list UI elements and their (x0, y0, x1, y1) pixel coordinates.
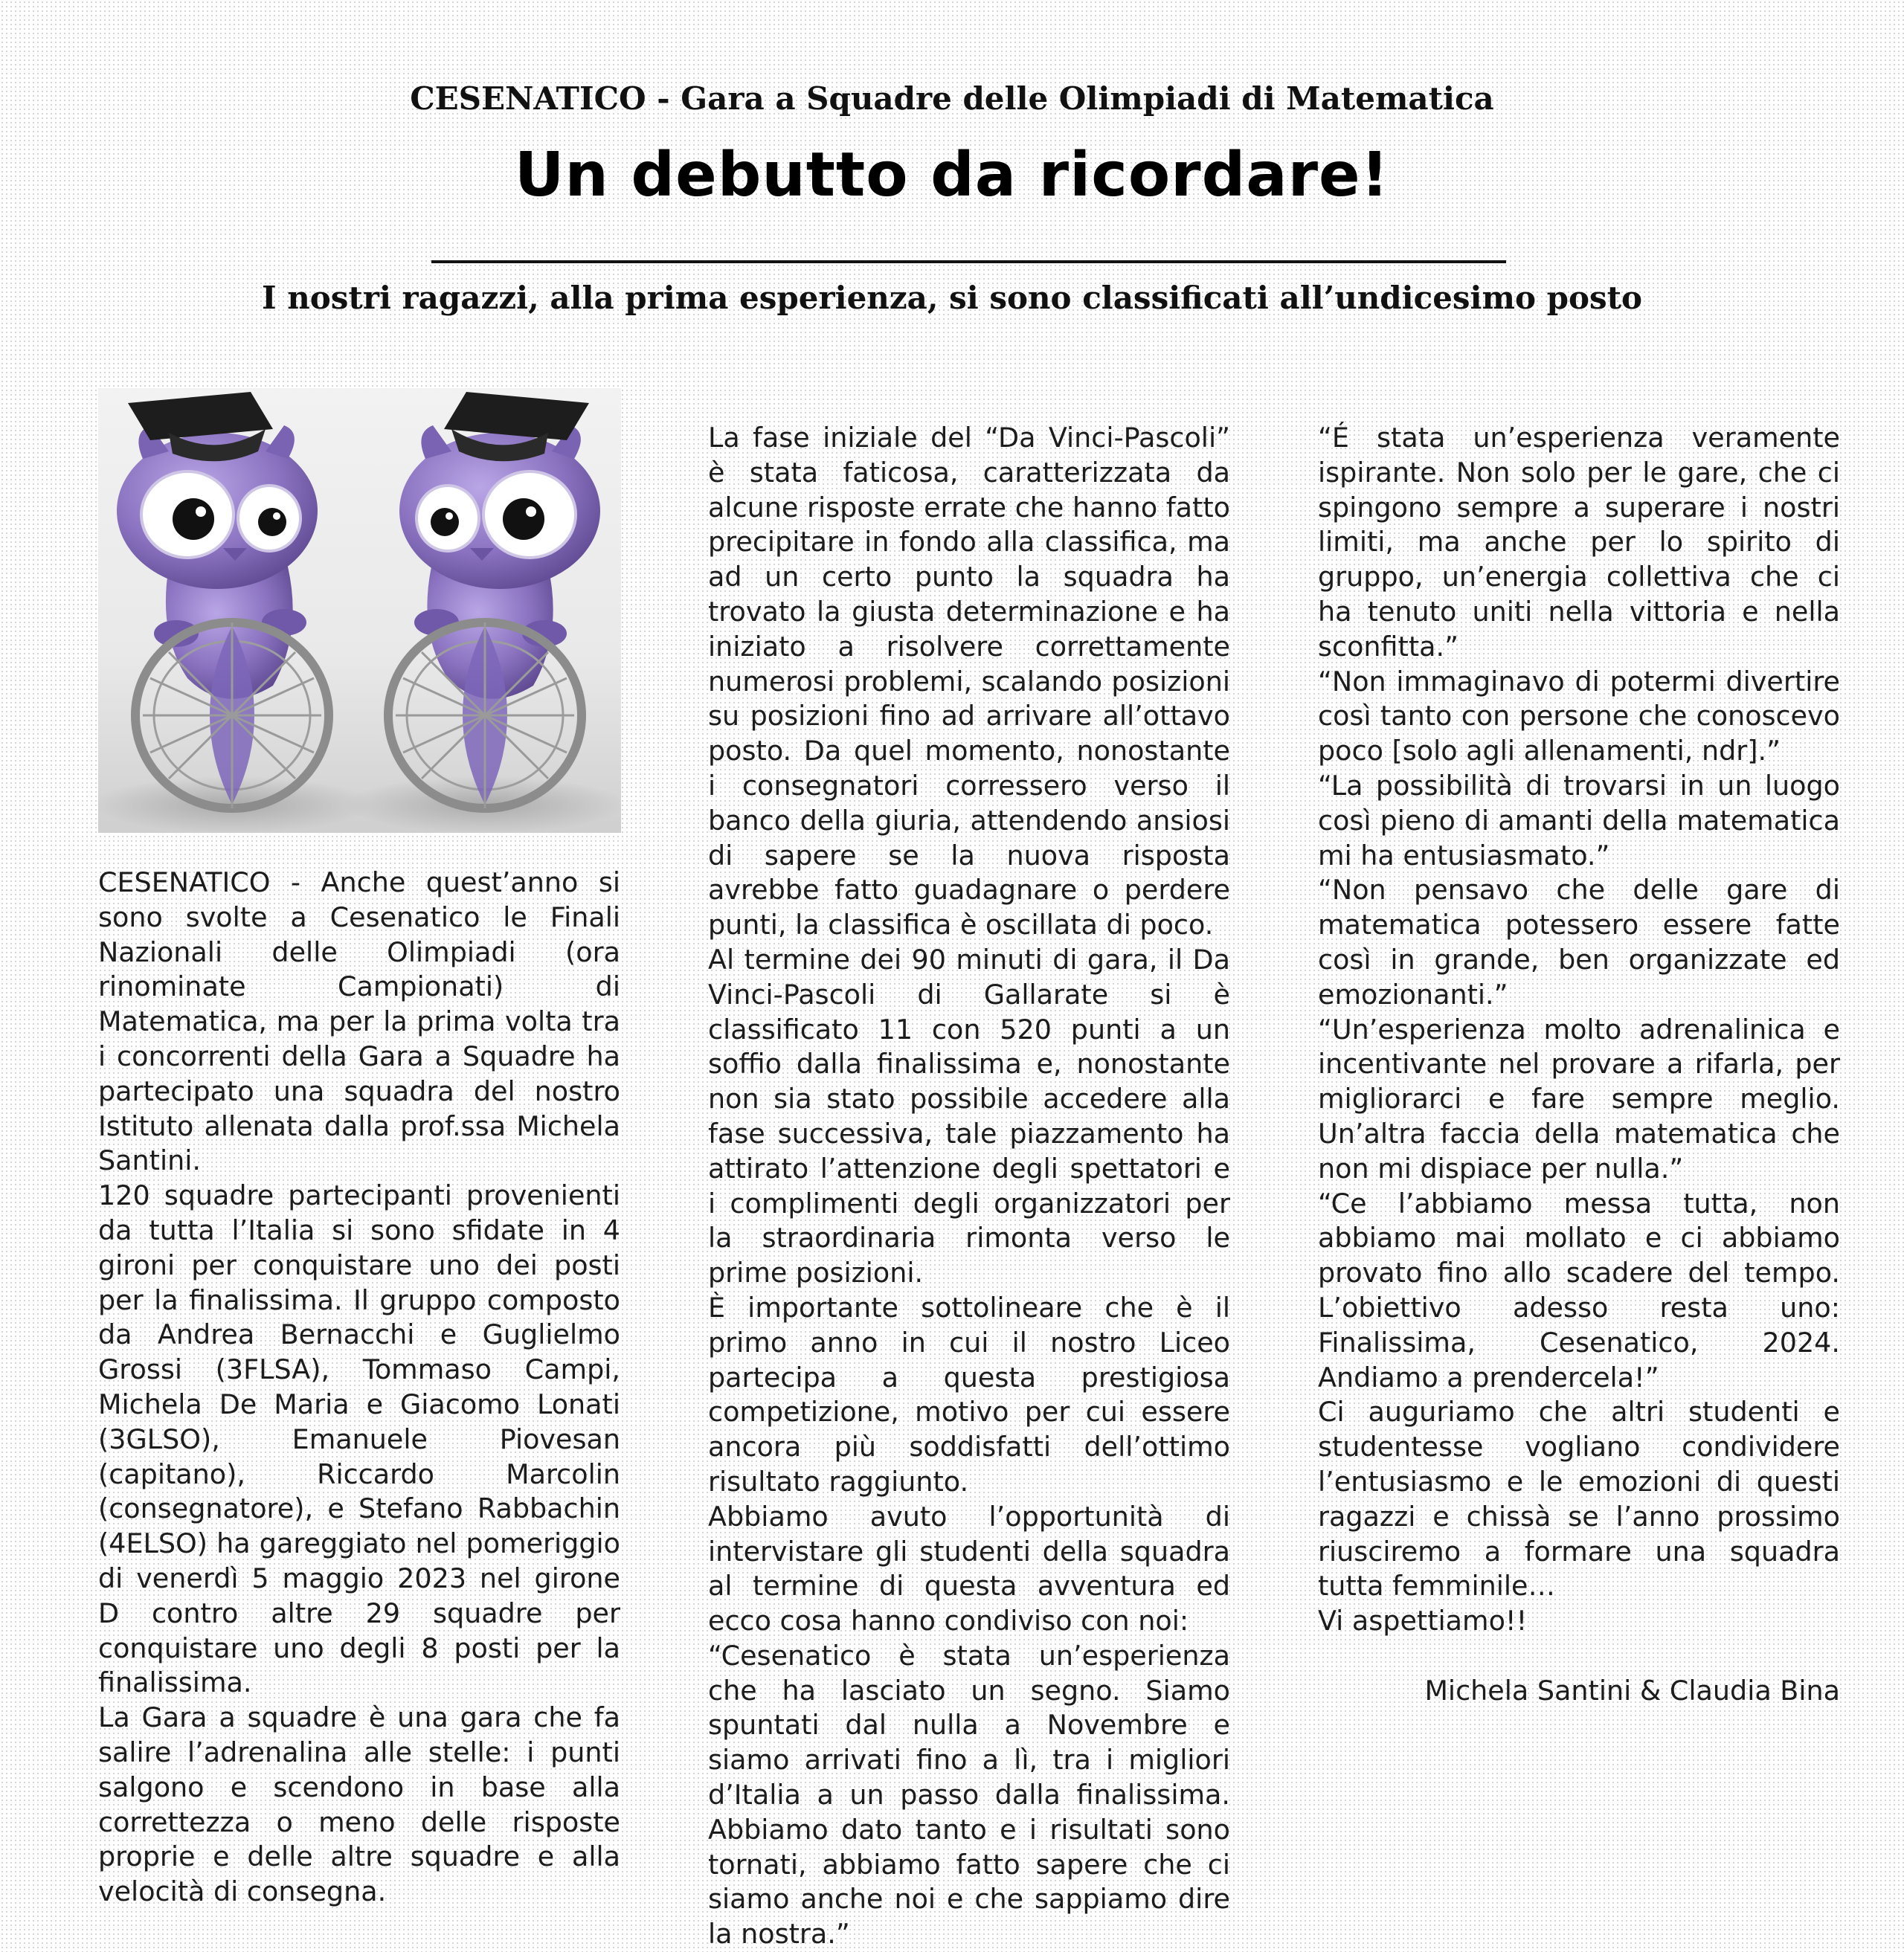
article-column-1 (98, 866, 620, 1910)
interview-quote: “Cesenatico è stata un’esperienza che ha lasciato un segno. Siamo spuntati dal nulla a Novembre e siamo arrivati fino a lì, tra i migliori d’Italia a un passo dalla finalissima. Abbiamo dato tanto e i risultati sono tornati, abbiamo fatto sapere che ci siamo anche noi e che sappiamo dire la nostra.” (708, 1639, 1230, 1951)
paragraph: CESENATICO - Anche quest’anno si sono svolte a Cesenatico le Finali Nazionali delle Olimpiadi (ora rinominate Campionati) di Matematica, ma per la prima volta tra i concorrenti della Gara a Squadre ha partecipato una squadra del nostro Istituto allenata dalla prof.ssa Michela Santini. (98, 866, 620, 1177)
right-owl (344, 392, 621, 833)
headline-divider (431, 260, 1506, 263)
author-signature: Michela Santini & Claudia Bina (1424, 1674, 1840, 1707)
paragraph: È importante sottolineare che è il primo anno in cui il nostro Liceo partecipa a questa prestigiosa competizione, motivo per cui essere ancora più soddisfatti dell’ottimo risultato raggiunto. (708, 1291, 1230, 1498)
interview-quote: “Ce l’abbiamo messa tutta, non abbiamo mai mollato e ci abbiamo provato fino allo scadere del tempo. L’obiettivo adesso resta uno: Finalissima, Cesenatico, 2024. Andiamo a prendercela!” (1318, 1187, 1840, 1394)
interview-quote: “É stata un’esperienza veramente ispirante. Non solo per le gare, che ci spingono sempre a superare i nostri limiti, ma anche per lo spirito di gruppo, un’energia collettiva che ci ha tenuto uniti nella vittoria e nella sconfitta.” (1318, 422, 1840, 663)
owl-mascots-illustration (98, 388, 621, 833)
article-column-3 (1318, 421, 1840, 1708)
interview-quote: “La possibilità di trovarsi in un luogo così pieno di amanti della matematica mi ha entusiasmato.” (1318, 769, 1840, 872)
article-kicker: CESENATICO - Gara a Squadre delle Olimpiadi di Matematica (410, 80, 1494, 117)
paragraph: Ci auguriamo che altri studenti e studentesse vogliano condividere l’entusiasmo e le emozioni di questi ragazzi e chissà se l’anno prossimo riusciremo a formare una squadra tutta femminile… (1318, 1396, 1840, 1602)
paragraph: La fase iniziale del “Da Vinci-Pascoli” è stata faticosa, caratterizzata da alcune risposte errate che hanno fatto precipitare in fondo alla classifica, ma ad un certo punto la squadra ha trovato la giusta determinazione e ha iniziato a risolvere correttamente numerosi problemi, scalando posizioni su posizioni fino ad arrivare all’ottavo posto. Da quel momento, nonostante i consegnatori corressero verso il banco della giuria, attendendo ansiosi di sapere se la nuova risposta avrebbe fatto guadagnare o perdere punti, la classifica è oscillata di poco. (708, 422, 1230, 941)
article-subheadline: I nostri ragazzi, alla prima esperienza, si sono classificati all’undicesimo posto (261, 280, 1643, 316)
paragraph: 120 squadre partecipanti provenienti da tutta l’Italia si sono sfidate in 4 gironi per conquistare uno dei posti per la finalissima. Il gruppo composto da Andrea Bernacchi e Guglielmo Grossi (3FLSA), Tommaso Campi, Michela De Maria e Giacomo Lonati (3GLSO), Emanuele Piovesan (capitano), Riccardo Marcolin (consegnatore), e Stefano Rabbachin (4ELSO) ha gareggiato nel pomeriggio di venerdì 5 maggio 2023 nel girone D contro altre 29 squadre per conquistare uno degli 8 posti per la finalissima. (98, 1179, 620, 1699)
paragraph: Al termine dei 90 minuti di gara, il Da Vinci-Pascoli di Gallarate si è classificato 11 con 520 punti a un soffio dalla finalissima e, nonostante non sia stato possibile accedere alla fase successiva, tale piazzamento ha attirato l’attenzione degli spettatori e i complimenti degli organizzatori per la straordinaria rimonta verso le prime posizioni. (708, 943, 1230, 1289)
article-column-2 (708, 421, 1230, 1952)
paragraph: Vi aspettiamo!! (1318, 1605, 1528, 1637)
article-headline: Un debutto da ricordare! (514, 140, 1390, 210)
paragraph: Abbiamo avuto l’opportunità di intervistare gli studenti della squadra al termine di questa avventura ed ecco cosa hanno condiviso con noi: (708, 1500, 1230, 1637)
owl-mascots-image (98, 388, 621, 833)
interview-quote: “Un’esperienza molto adrenalinica e incentivante nel provare a rifarla, per migliorarci e fare sempre meglio. Un’altra faccia della matematica che non mi dispiace per nulla.” (1318, 1013, 1840, 1185)
paragraph: La Gara a squadre è una gara che fa salire l’adrenalina alle stelle: i punti salgono e scendono in base alla correttezza o meno delle risposte proprie e delle altre squadre e alla velocità di consegna. (98, 1701, 620, 1908)
interview-quote: “Non pensavo che delle gare di matematica potessero essere fatte così in grande, ben organizzate ed emozionanti.” (1318, 874, 1840, 1011)
interview-quote: “Non immaginavo di potermi divertire così tanto con persone che conoscevo poco [solo agli allenamenti, ndr].” (1318, 665, 1840, 767)
left-owl (98, 392, 373, 833)
